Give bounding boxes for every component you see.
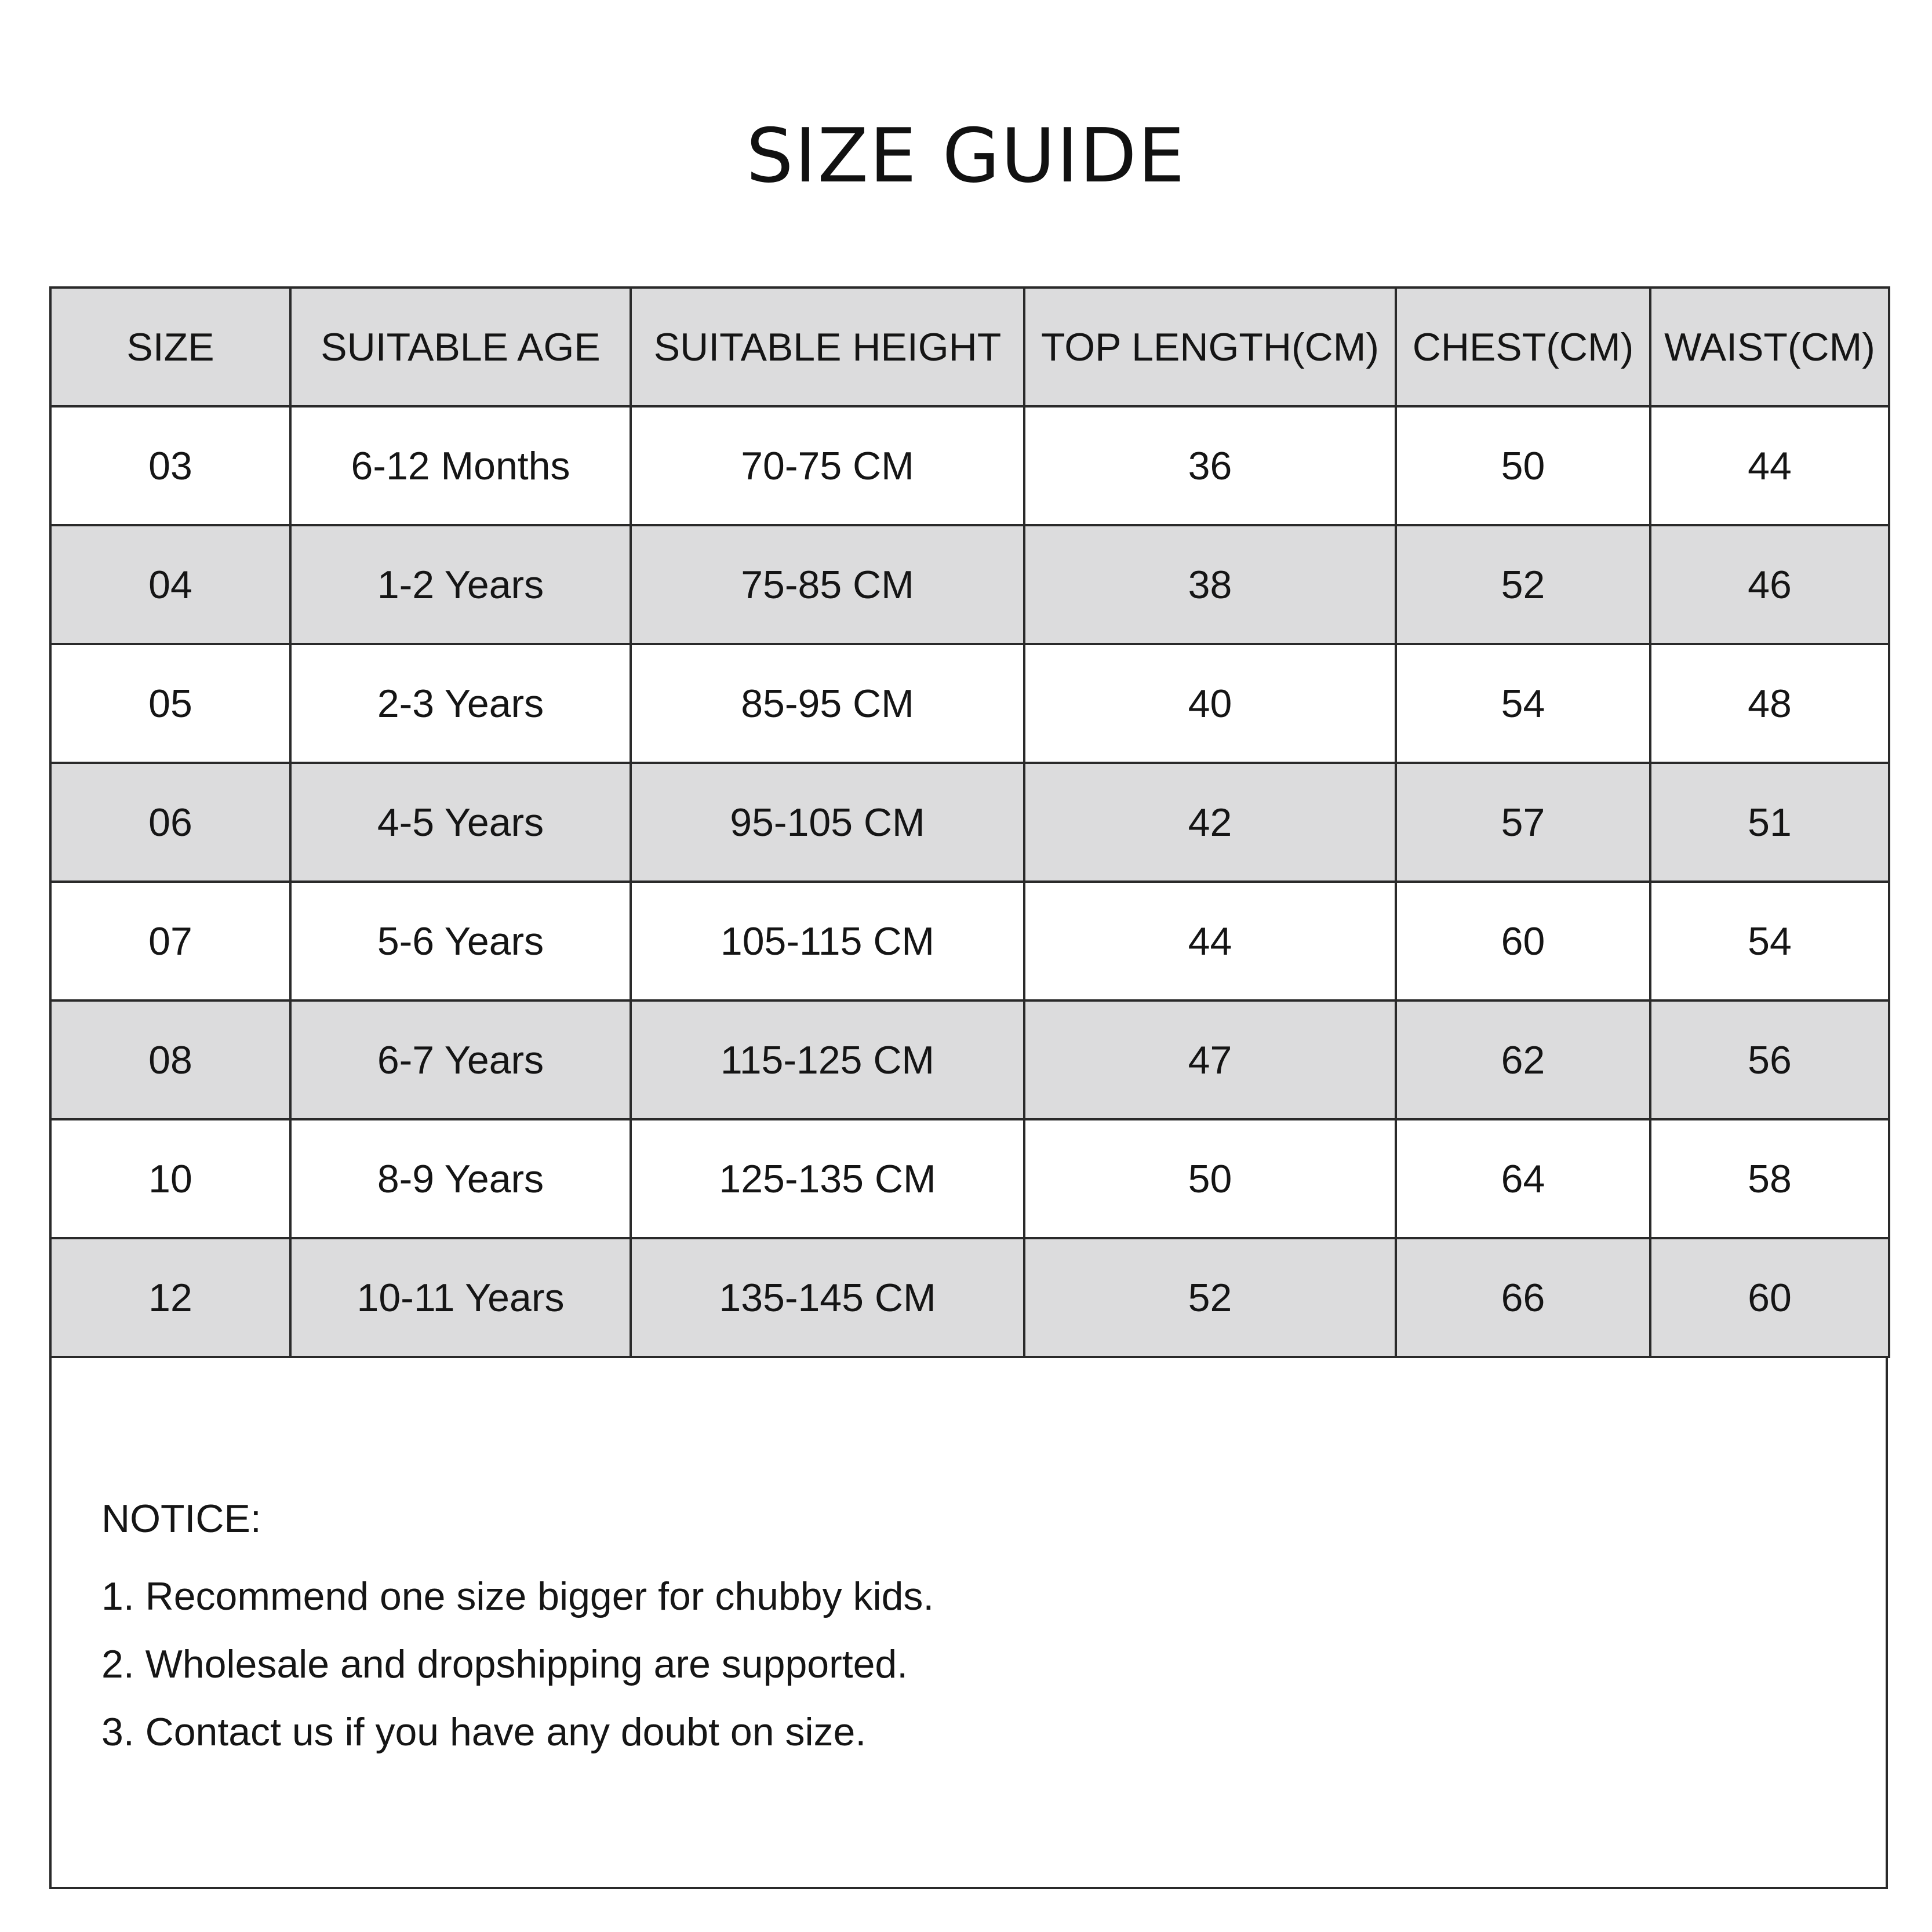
cell-top-length: 47 (1024, 1000, 1396, 1119)
cell-chest: 52 (1396, 525, 1650, 644)
cell-height: 70-75 CM (631, 406, 1024, 525)
cell-height: 85-95 CM (631, 644, 1024, 763)
header-waist: WAIST(CM) (1650, 288, 1889, 406)
cell-age: 4-5 Years (290, 763, 631, 882)
size-table (49, 286, 1890, 1358)
cell-top-length: 40 (1024, 644, 1396, 763)
cell-chest: 50 (1396, 406, 1650, 525)
table-row (50, 1000, 1889, 1119)
cell-size: 12 (50, 1238, 290, 1357)
cell-size: 04 (50, 525, 290, 644)
table-row (50, 525, 1889, 644)
cell-chest: 66 (1396, 1238, 1650, 1357)
table-row (50, 1238, 1889, 1357)
cell-chest: 62 (1396, 1000, 1650, 1119)
cell-size: 06 (50, 763, 290, 882)
cell-age: 6-7 Years (290, 1000, 631, 1119)
cell-size: 10 (50, 1119, 290, 1238)
table-row (50, 406, 1889, 525)
cell-top-length: 52 (1024, 1238, 1396, 1357)
page-title: SIZE GUIDE (746, 113, 1186, 199)
cell-waist: 44 (1650, 406, 1889, 525)
cell-chest: 57 (1396, 763, 1650, 882)
cell-age: 2-3 Years (290, 644, 631, 763)
cell-top-length: 44 (1024, 882, 1396, 1000)
cell-chest: 60 (1396, 882, 1650, 1000)
header-top-length: TOP LENGTH(CM) (1024, 288, 1396, 406)
cell-height: 105-115 CM (631, 882, 1024, 1000)
table-row (50, 644, 1889, 763)
cell-height: 135-145 CM (631, 1238, 1024, 1357)
cell-top-length: 38 (1024, 525, 1396, 644)
cell-age: 10-11 Years (290, 1238, 631, 1357)
table-header-row (50, 288, 1889, 406)
notice-item: 2. Wholesale and dropshipping are supported. (101, 1642, 908, 1686)
notice-section (101, 1496, 934, 1777)
cell-size: 05 (50, 644, 290, 763)
cell-waist: 60 (1650, 1238, 1889, 1357)
cell-size: 07 (50, 882, 290, 1000)
notice-item: 3. Contact us if you have any doubt on size. (101, 1710, 867, 1754)
table-row (50, 882, 1889, 1000)
table-row (50, 1119, 1889, 1238)
cell-waist: 56 (1650, 1000, 1889, 1119)
cell-top-length: 42 (1024, 763, 1396, 882)
cell-size: 03 (50, 406, 290, 525)
cell-size: 08 (50, 1000, 290, 1119)
table-row (50, 763, 1889, 882)
cell-height: 95-105 CM (631, 763, 1024, 882)
cell-chest: 54 (1396, 644, 1650, 763)
header-suitable-height: SUITABLE HEIGHT (631, 288, 1024, 406)
cell-height: 125-135 CM (631, 1119, 1024, 1238)
cell-chest: 64 (1396, 1119, 1650, 1238)
cell-age: 5-6 Years (290, 882, 631, 1000)
header-suitable-age: SUITABLE AGE (290, 288, 631, 406)
notice-item: 1. Recommend one size bigger for chubby kids. (101, 1574, 934, 1618)
header-chest: CHEST(CM) (1396, 288, 1650, 406)
cell-height: 75-85 CM (631, 525, 1024, 644)
cell-waist: 58 (1650, 1119, 1889, 1238)
cell-waist: 51 (1650, 763, 1889, 882)
header-size: SIZE (50, 288, 290, 406)
notice-heading: NOTICE: (101, 1497, 261, 1541)
cell-top-length: 36 (1024, 406, 1396, 525)
cell-age: 1-2 Years (290, 525, 631, 644)
cell-waist: 48 (1650, 644, 1889, 763)
cell-waist: 46 (1650, 525, 1889, 644)
cell-age: 8-9 Years (290, 1119, 631, 1238)
cell-top-length: 50 (1024, 1119, 1396, 1238)
cell-height: 115-125 CM (631, 1000, 1024, 1119)
cell-waist: 54 (1650, 882, 1889, 1000)
cell-age: 6-12 Months (290, 406, 631, 525)
